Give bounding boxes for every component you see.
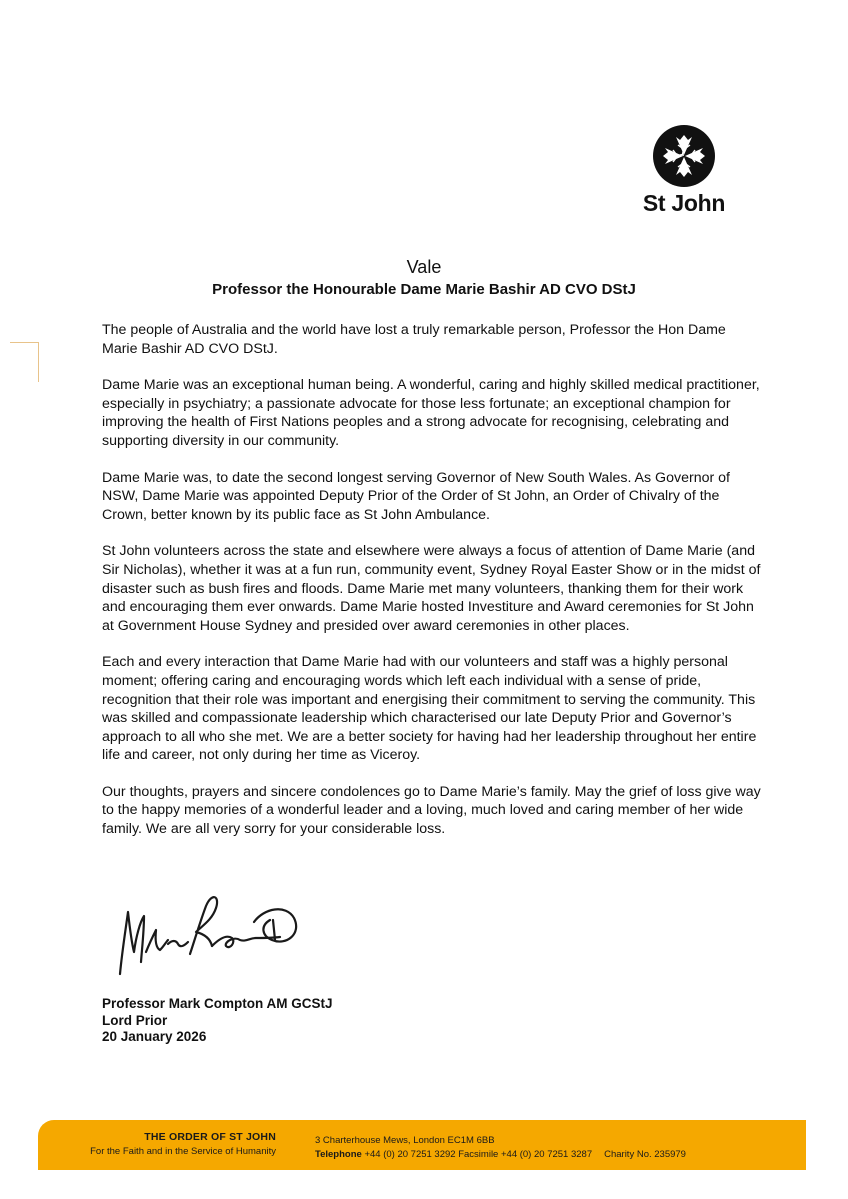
paragraph: Dame Marie was, to date the second longest serving Governor of New South Wales. As Governor of NSW, Dame Marie was appointed Deputy Prior of the Order of St John, an Order of Chivalry of the Crown, better known by its public face as St John Ambulance. xyxy=(102,469,730,523)
order-name: THE ORDER OF ST JOHN xyxy=(144,1131,276,1143)
handwritten-signature xyxy=(108,882,308,982)
letter-date: 20 January 2026 xyxy=(102,1029,207,1044)
logo-text: St John xyxy=(642,190,726,216)
paragraph: St John volunteers across the state and elsewhere were always a focus of attention of Dame Marie (and Sir Nicholas), whether it was at a fun run, community event, Sydney Royal Easter Show or in the midst of disaster such as bush fires and floods. Dame Marie met many volunteers, thanking them for their work and encouraging them ever onwards. Dame Marie hosted Investiture and Award ceremonies for St John at Government House Sydney and presided over award ceremonies in other places. xyxy=(102,543,761,634)
paragraph: Dame Marie was an exceptional human being. A wonderful, caring and highly skilled medical practitioner, especially in psychiatry; a passionate advocate for those less fortunate; an exceptional champion for improving the health of First Nations peoples and a strong advocate for recognising, celebrating and supporting diversity in our community. xyxy=(102,377,760,449)
margin-mark xyxy=(10,342,38,343)
maltese-cross-icon xyxy=(652,124,716,188)
page-subtitle: Professor the Honourable Dame Marie Bashir AD CVO DStJ xyxy=(212,281,636,298)
order-motto: For the Faith and in the Service of Humanity xyxy=(90,1146,276,1157)
footer-address: 3 Charterhouse Mews, London EC1M 6BB xyxy=(315,1135,495,1146)
facsimile-label: Facsimile xyxy=(458,1149,499,1160)
st-john-logo xyxy=(628,124,740,217)
signatory-role: Lord Prior xyxy=(102,1012,168,1028)
letter-body xyxy=(102,321,762,857)
footer-organisation xyxy=(90,1131,276,1157)
facsimile-number: +44 (0) 20 7251 3287 xyxy=(500,1149,593,1160)
margin-mark xyxy=(38,342,39,382)
signatory-name: Professor Mark Compton AM GCStJ xyxy=(102,996,333,1011)
paragraph: Our thoughts, prayers and sincere condolences go to Dame Marie’s family. May the grief of loss give way to the happy memories of a wonderful leader and a loving, much loved and caring member of her wide family. We are all very sorry for your considerable loss. xyxy=(102,783,761,838)
telephone-number: +44 (0) 20 7251 3292 xyxy=(364,1149,456,1160)
page-title: Vale xyxy=(406,257,442,277)
signature-block xyxy=(102,996,333,1046)
charity-number: Charity No. 235979 xyxy=(604,1149,686,1160)
paragraph: The people of Australia and the world have lost a truly remarkable person, Professor the Hon Dame Marie Bashir AD CVO DStJ. xyxy=(102,322,726,357)
paragraph: Each and every interaction that Dame Marie had with our volunteers and staff was a highly personal moment; offering caring and encouraging words which left each individual with a sense of pride, recognition that their role was important and energising their commitment to serving the community. This was skilled and compassionate leadership which characterised our late Deputy Prior and Governor’s approach to all who she met. We are a better society for having had her leadership throughout her entire life and career, not only during her time as Viceroy. xyxy=(102,654,757,764)
footer-contact xyxy=(315,1135,686,1160)
footer-bar xyxy=(38,1120,806,1170)
telephone-label: Telephone xyxy=(315,1149,362,1160)
